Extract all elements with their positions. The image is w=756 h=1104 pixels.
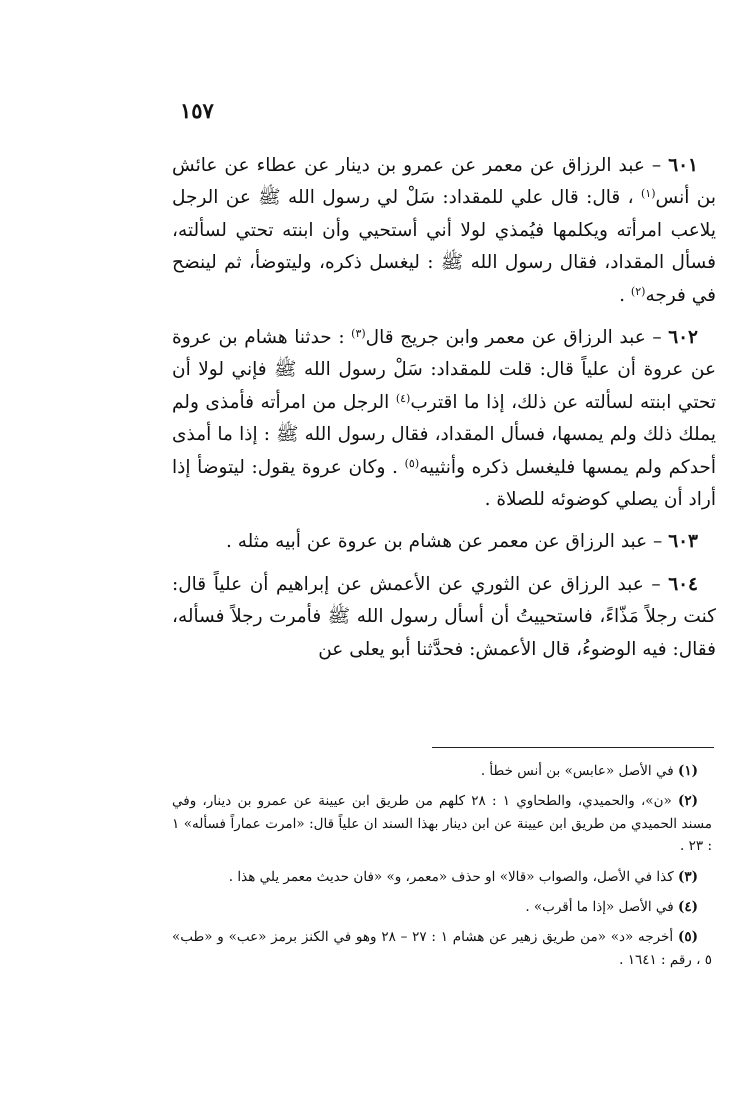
- main-text: [172, 150, 716, 666]
- hadith-text: : حدثنا هشام بن عروة عن عروة أن علياً قال: قلت للمقداد: سَلْ رسول الله ﷺ فإني لولا أن تحتي ابنته لسألته عن ذلك، إذا ما اقترب: [172, 327, 716, 413]
- footnote-number: (٤): [677, 899, 698, 916]
- hadith-text: الرجل من امرأته فأمذى ولم يملك ذلك ولم يمسها، فسأل المقداد، فقال رسول الله ﷺ : إذا ما أمذى أحدكم ولم يمسها فليغسل ذكره وأنثييه: [172, 391, 716, 478]
- hadith-text: عبد الرزاق عن معمر عن هشام بن عروة عن أبيه مثله .: [225, 531, 648, 553]
- footnote-2: [172, 790, 712, 857]
- hadith-text: عبد الرزاق عن معمر وابن جريج قال: [365, 327, 646, 349]
- hadith-602: [172, 322, 716, 516]
- hadith-text: .: [619, 284, 631, 306]
- hadith-dash: –: [647, 531, 669, 553]
- footnote-5: [172, 926, 712, 971]
- footnote-ref: (١): [640, 187, 656, 201]
- footnote-1: [172, 760, 712, 782]
- footnote-number: (٥): [677, 929, 698, 946]
- footnote-divider: [432, 747, 714, 748]
- page-number: ١٥٧: [180, 98, 214, 123]
- hadith-dash: –: [645, 327, 669, 349]
- hadith-dash: –: [643, 573, 669, 595]
- hadith-text: عبد الرزاق عن الثوري عن الأعمش عن إبراهيم أن علياً قال: كنت رجلاً مَذّاءً، فاستحييتُ أن أسأل رسول الله ﷺ فأمرت رجلاً فسأله، فقال: فيه الوضوءُ، قال الأعمش: فحدَّثنا أبو يعلى عن: [172, 573, 716, 660]
- footnote-text: في الأصل «إذا ما أقرب» .: [525, 899, 674, 916]
- hadith-601: [172, 150, 716, 312]
- footnotes: [172, 760, 712, 979]
- hadith-number: ٦٠٣: [668, 531, 698, 553]
- footnote-text: كذا في الأصل، والصواب «قالا» او حذف «معمر، و» «فان حديث معمر يلي هذا .: [228, 868, 674, 885]
- hadith-dash: –: [644, 155, 669, 176]
- footnote-ref: (٣): [351, 327, 366, 341]
- footnote-ref: (٤): [395, 391, 411, 405]
- footnote-number: (٣): [677, 868, 698, 885]
- footnote-ref: (٢): [630, 284, 646, 298]
- footnote-number: (١): [677, 763, 698, 779]
- footnote-text: أخرجه «د» «من طريق زهير عن هشام ١ : ٢٧ – ٢٨ وهو في الكنز برمز «عب» و «طب» ٥ ، رقم : ١٦٤١ .: [172, 929, 712, 968]
- hadith-text: عبد الرزاق عن معمر عن عمرو بن دينار عن عطاء عن عائش بن أنس: [172, 155, 716, 209]
- hadith-text: ، قال: قال علي للمقداد: سَلْ لي رسول الله ﷺ عن الرجل يلاعب امرأته ويكلمها فيُمذي لولا أني أستحيي وأن ابنته تحتي لسألته، فسأل المقداد، فقال رسول الله ﷺ : ليغسل ذكره، وليتوضأ، ثم لينضح في فرجه: [172, 187, 716, 306]
- footnote-4: [172, 896, 712, 918]
- footnote-text: في الأصل «عابس» بن أنس خطأ .: [480, 763, 674, 779]
- hadith-number: ٦٠٤: [668, 573, 698, 595]
- footnote-text: «ن»، والحميدي، والطحاوي ١ : ٢٨ كلهم من طريق ابن عيينة عن عمرو بن دينار، وفي مسند الحميدي من طريق ابن عيينة عن ابن دينار بهذا السند ان علياً قال: «امرت عماراً فسأله» ١ : ٢٣ .: [172, 793, 712, 855]
- footnote-number: (٢): [677, 793, 698, 810]
- hadith-number: ٦٠١: [668, 155, 698, 176]
- hadith-603: [172, 526, 716, 558]
- hadith-text: . وكان عروة يقول: ليتوضأ إذا أراد أن يصلي كوضوئه للصلاة .: [172, 456, 716, 511]
- hadith-604: [172, 569, 716, 666]
- footnote-ref: (٥): [404, 456, 420, 470]
- hadith-number: ٦٠٢: [668, 327, 698, 349]
- footnote-3: [172, 866, 712, 888]
